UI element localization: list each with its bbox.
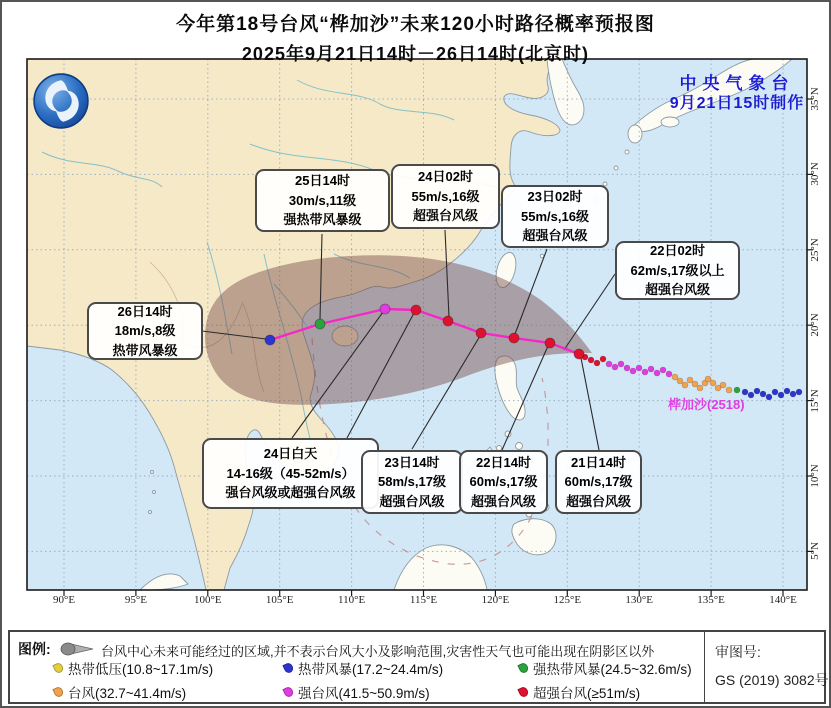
legend-item xyxy=(519,682,640,702)
past-track-dot xyxy=(790,391,796,397)
past-track-dot xyxy=(705,376,711,382)
issue-time: 9月21日15时制作 xyxy=(669,95,805,112)
past-track-dot xyxy=(748,392,754,398)
legend-item xyxy=(54,682,186,702)
callout-category: 超强台风级 xyxy=(565,493,631,509)
page-title: 今年第18号台风“桦加沙”未来120小时路径概率预报图 xyxy=(176,14,655,35)
callout-time: 22日02时 xyxy=(650,243,705,259)
past-track-dot xyxy=(692,381,698,387)
past-track-dot xyxy=(710,380,716,386)
lat-tick-label: 25°N xyxy=(809,238,821,262)
legend-item-label: 热带风暴(17.2~24.4m/s) xyxy=(298,662,444,677)
callout-wind: 55m/s,16级 xyxy=(411,188,480,204)
lat-tick-label: 20°N xyxy=(809,313,821,337)
callout-wind: 60m/s,17级 xyxy=(469,474,538,490)
lat-tick-label: 35°N xyxy=(809,87,821,111)
past-track-dot xyxy=(648,366,654,372)
past-track-dot xyxy=(766,394,772,400)
lat-tick-label: 10°N xyxy=(809,464,821,488)
legend-item-label: 台风(32.7~41.4m/s) xyxy=(68,686,187,701)
forecast-position-marker xyxy=(265,335,275,345)
lon-tick-label: 90°E xyxy=(52,594,76,606)
past-track-dot xyxy=(672,374,678,380)
past-track-dot xyxy=(677,378,683,384)
callout-21d-14h xyxy=(555,450,642,514)
past-track-dot xyxy=(778,392,784,398)
credit-block xyxy=(657,74,817,114)
callout-25d-14h xyxy=(255,169,390,232)
callout-26d-14h xyxy=(87,302,203,360)
legend-item xyxy=(284,682,430,702)
past-track-dot xyxy=(630,368,636,374)
callout-time: 21日14时 xyxy=(571,454,626,470)
forecast-position-marker xyxy=(476,328,486,338)
typhoon-intensity-icon xyxy=(282,662,294,675)
callout-category: 超强台风级 xyxy=(522,228,588,244)
past-track-dot xyxy=(734,387,740,393)
forecast-position-marker xyxy=(509,333,519,343)
agency-name: 中央气象台 xyxy=(679,74,795,93)
lat-tick-label: 15°N xyxy=(809,388,821,413)
legend-title: 图例: xyxy=(18,641,51,657)
typhoon-intensity-icon xyxy=(282,686,294,699)
lon-tick-label: 100°E xyxy=(193,594,222,606)
callout-category: 超强台风级 xyxy=(470,493,536,509)
legend-item-label: 强热带风暴(24.5~32.6m/s) xyxy=(533,662,692,677)
past-track-dot xyxy=(772,389,778,395)
callout-22d-14h xyxy=(459,450,548,514)
past-track-dot xyxy=(726,387,732,393)
typhoon-intensity-icon xyxy=(517,662,529,675)
past-track-dot xyxy=(754,388,760,394)
legend-item-label: 超强台风(≥51m/s) xyxy=(533,686,641,701)
lon-tick-label: 130°E xyxy=(625,594,653,606)
callout-23d-02h xyxy=(501,185,609,248)
review-label: 审图号: xyxy=(715,644,761,660)
past-track-dot xyxy=(588,357,594,363)
callout-time: 26日14时 xyxy=(117,303,173,319)
typhoon-intensity-icon xyxy=(52,686,64,699)
past-track-dot xyxy=(624,365,630,371)
callout-category: 热带风暴级 xyxy=(112,342,178,358)
callout-time: 24日白天 xyxy=(263,446,318,462)
cone-description: 台风中心未来可能经过的区域,并不表示台风大小及影响范围,灾害性天气也可能出现在阴影区以外 xyxy=(101,644,655,659)
lon-tick-label: 120°E xyxy=(481,594,510,606)
past-track-dot xyxy=(618,361,624,367)
review-number: GS (2019) 3082号 xyxy=(715,672,829,688)
lon-tick-label: 105°E xyxy=(265,594,294,606)
forecast-position-marker xyxy=(411,305,421,315)
legend-item-label: 热带低压(10.8~17.1m/s) xyxy=(68,662,214,677)
callout-22d-02h xyxy=(615,241,740,300)
past-track-dot xyxy=(600,356,606,362)
past-track-dot xyxy=(682,382,688,388)
review-block xyxy=(704,632,829,702)
page-subtitle: 2025年9月21日14时－26日14时(北京时) xyxy=(241,44,590,64)
callout-wind: 60m/s,17级 xyxy=(564,474,633,490)
callout-wind: 62m/s,17级以上 xyxy=(630,262,725,278)
callout-time: 22日14时 xyxy=(476,454,531,470)
callout-category: 超强台风级 xyxy=(412,208,478,224)
past-track-dot xyxy=(697,385,703,391)
callout-wind: 30m/s,11级 xyxy=(288,192,357,208)
callout-time: 23日14时 xyxy=(384,454,440,470)
lon-tick-label: 110°E xyxy=(337,594,366,606)
past-track-dot xyxy=(606,361,612,367)
callout-time: 23日02时 xyxy=(527,189,583,205)
legend-item xyxy=(54,658,213,678)
title-block xyxy=(2,9,829,66)
lon-tick-label: 140°E xyxy=(769,594,797,606)
legend-item-label: 强台风(41.5~50.9m/s) xyxy=(298,686,430,701)
past-track-dot xyxy=(660,367,666,373)
callout-time: 24日02时 xyxy=(418,169,473,185)
past-track-dot xyxy=(784,388,790,394)
past-track-dot xyxy=(654,370,660,376)
lat-tick-label: 5°N xyxy=(809,542,821,561)
past-track-dot xyxy=(594,360,600,366)
callout-23d-14h xyxy=(361,450,463,514)
callout-time: 25日14时 xyxy=(295,173,350,189)
callout-category: 超强台风级 xyxy=(379,493,445,509)
past-track-dot xyxy=(612,364,618,370)
legend-item xyxy=(519,658,692,678)
past-track-dot xyxy=(760,391,766,397)
callout-24d-daytime xyxy=(202,438,379,509)
callout-wind: 14-16级（45-52m/s） xyxy=(226,465,355,481)
past-track-dot xyxy=(687,377,693,383)
callout-24d-02h xyxy=(391,164,500,229)
forecast-position-marker xyxy=(545,338,555,348)
past-track-dot xyxy=(720,382,726,388)
callout-wind: 58m/s,17级 xyxy=(378,474,446,490)
forecast-position-marker xyxy=(315,319,325,329)
lon-tick-label: 95°E xyxy=(124,594,147,606)
past-track-dot xyxy=(636,365,642,371)
forecast-position-marker xyxy=(443,316,453,326)
lon-tick-label: 125°E xyxy=(553,594,582,606)
callout-category: 强台风级或超强台风级 xyxy=(225,485,356,501)
callout-category: 超强台风级 xyxy=(644,282,710,298)
typhoon-intensity-icon xyxy=(52,662,64,675)
callout-wind: 55m/s,16级 xyxy=(521,208,589,224)
lon-tick-label: 115°E xyxy=(409,594,438,606)
past-track-dot xyxy=(666,371,672,377)
callout-wind: 18m/s,8级 xyxy=(114,323,176,339)
legend-box xyxy=(8,630,829,704)
forecast-position-marker xyxy=(574,349,584,359)
forecast-position-marker xyxy=(380,304,390,314)
typhoon-name-label: 桦加沙(2518) xyxy=(668,397,745,412)
callout-category: 强热带风暴级 xyxy=(283,212,362,228)
cma-logo-icon xyxy=(32,72,90,130)
lon-tick-label: 135°E xyxy=(697,594,725,606)
legend-item xyxy=(284,658,443,678)
past-track-dot xyxy=(642,369,648,375)
lat-tick-label: 30°N xyxy=(809,162,821,187)
past-track-dot xyxy=(796,389,802,395)
typhoon-intensity-icon xyxy=(517,686,529,699)
